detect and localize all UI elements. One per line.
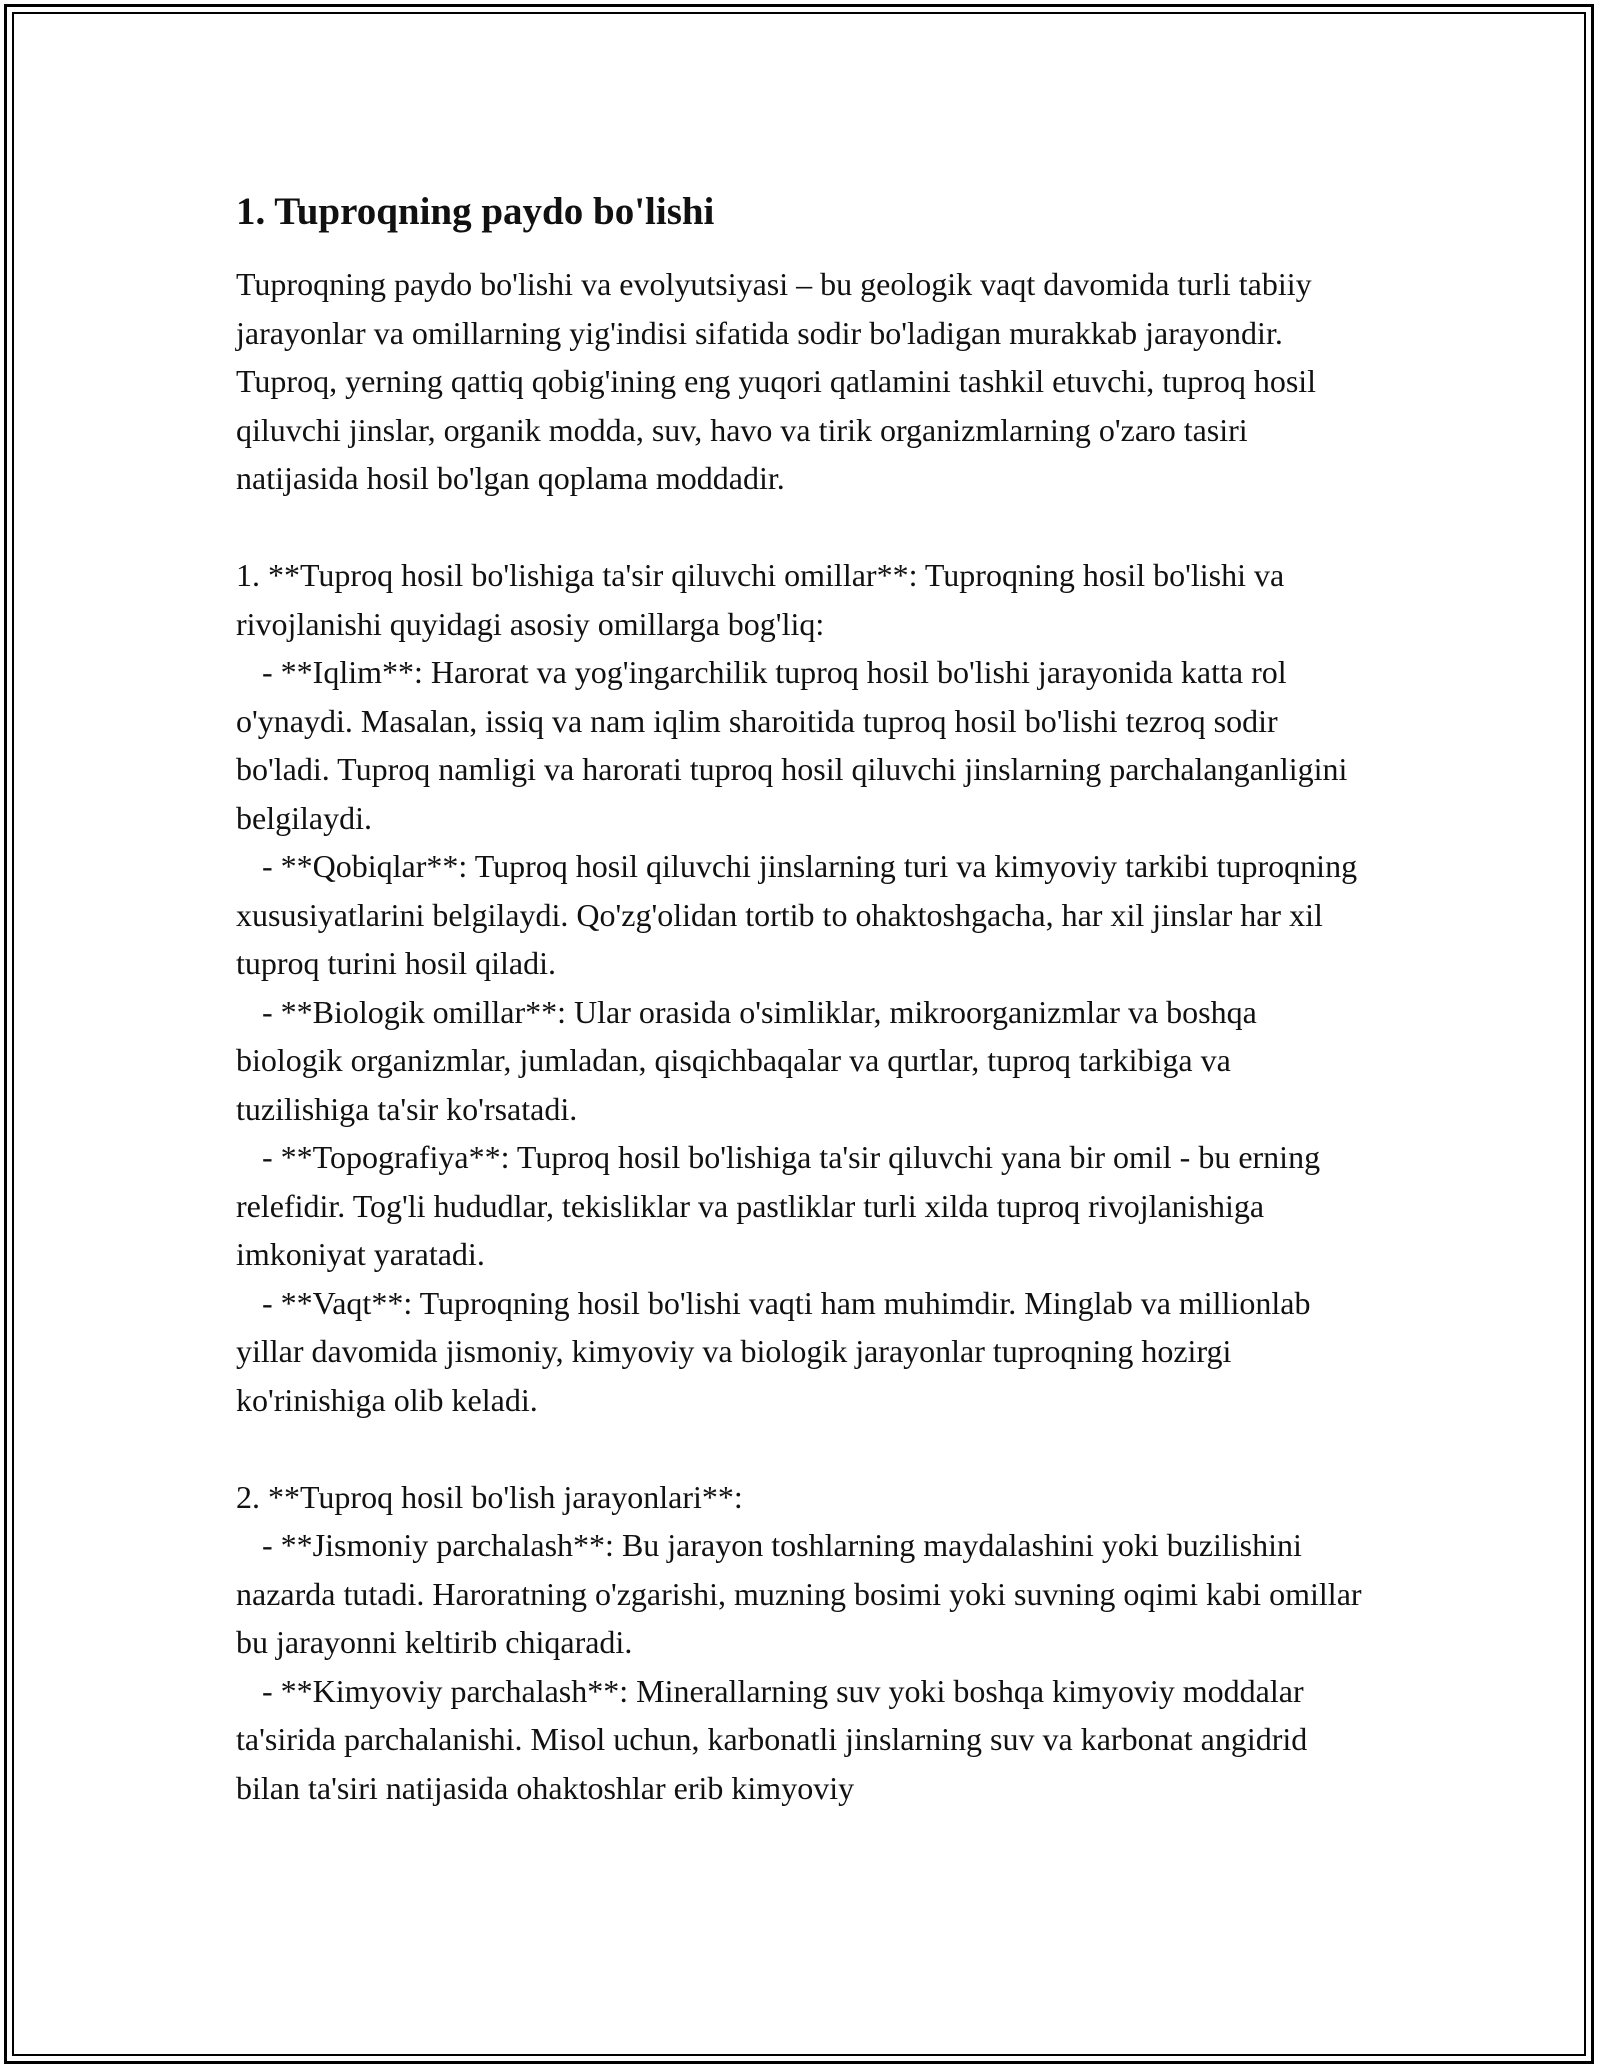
document-heading: 1. Tuproqning paydo bo'lishi (236, 190, 715, 233)
section-2-lead: 2. **Tuproq hosil bo'lish jarayonlari**: (236, 1478, 743, 1515)
list-item-vaqt: - **Vaqt**: Tuproqning hosil bo'lishi vaqti ham muhimdir. Minglab va millionlab yillar davomida jismoniy, kimyoviy va biologik jarayonlar tuproqning hozirgi ko'rinishiga olib keladi. (236, 1284, 1311, 1418)
document-body (236, 184, 1366, 1812)
list-item-jismoniy-parchalash: - **Jismoniy parchalash**: Bu jarayon toshlarning maydalashini yoki buzilishini nazarda tutadi. Haroratning o'zgarishi, muzning bosimi yoki suvning oqimi kabi omillar bu jarayonni keltirib chiqaradi. (236, 1527, 1362, 1660)
intro-paragraph: Tuproqning paydo bo'lishi va evolyutsiyasi – bu geologik vaqt davomida turli tabiiy jarayonlar va omillarning yig'indisi sifatida sodir bo'ladigan murakkab jarayondir. Tuproq, yerning qattiq qobig'ining eng yuqori qatlamini tashkil etuvchi, tuproq hosil qiluvchi jinslar, organik modda, suv, havo va tirik organizmlarning o'zaro tasiri natijasida hosil bo'lgan qoplama moddadir. (236, 266, 1317, 496)
list-item-qobiqlar: - **Qobiqlar**: Tuproq hosil qiluvchi jinslarning turi va kimyoviy tarkibi tuproqning xususiyatlarini belgilaydi. Qo'zg'olidan tortib to ohaktoshgacha, har xil jinslar har xil tuproq turini hosil qiladi. (236, 848, 1358, 981)
list-item-biologik-omillar: - **Biologik omillar**: Ular orasida o'simliklar, mikroorganizmlar va boshqa biologik organizmlar, jumladan, qisqichbaqalar va qurtlar, tuproq tarkibiga va tuzilishiga ta'sir ko'rsatadi. (236, 993, 1257, 1127)
list-item-iqlim: - **Iqlim**: Harorat va yog'ingarchilik tuproq hosil bo'lishi jarayonida katta rol o'ynaydi. Masalan, issiq va nam iqlim sharoitida tuproq hosil bo'lishi tezroq sodir bo'ladi. Tuproq namligi va harorati tuproq hosil qiluvchi jinslarning parchalanganligini belgilaydi. (236, 654, 1348, 836)
section-1-lead: 1. **Tuproq hosil bo'lishiga ta'sir qiluvchi omillar**: Tuproqning hosil bo'lishi va rivojlanishi quyidagi asosiy omillarga bog'liq: (236, 557, 1285, 642)
list-item-kimyoviy-parchalash: - **Kimyoviy parchalash**: Minerallarning suv yoki boshqa kimyoviy moddalar ta'sirida parchalanishi. Misol uchun, karbonatli jinslarning suv va karbonat angidrid bilan ta'siri natijasida ohaktoshlar erib kimyoviy (236, 1672, 1308, 1806)
list-item-topografiya: - **Topografiya**: Tuproq hosil bo'lishiga ta'sir qiluvchi yana bir omil - bu erning relefidir. Tog'li hududlar, tekisliklar va pastliklar turli xilda tuproq rivojlanishiga imkoniyat yaratadi. (236, 1139, 1321, 1272)
